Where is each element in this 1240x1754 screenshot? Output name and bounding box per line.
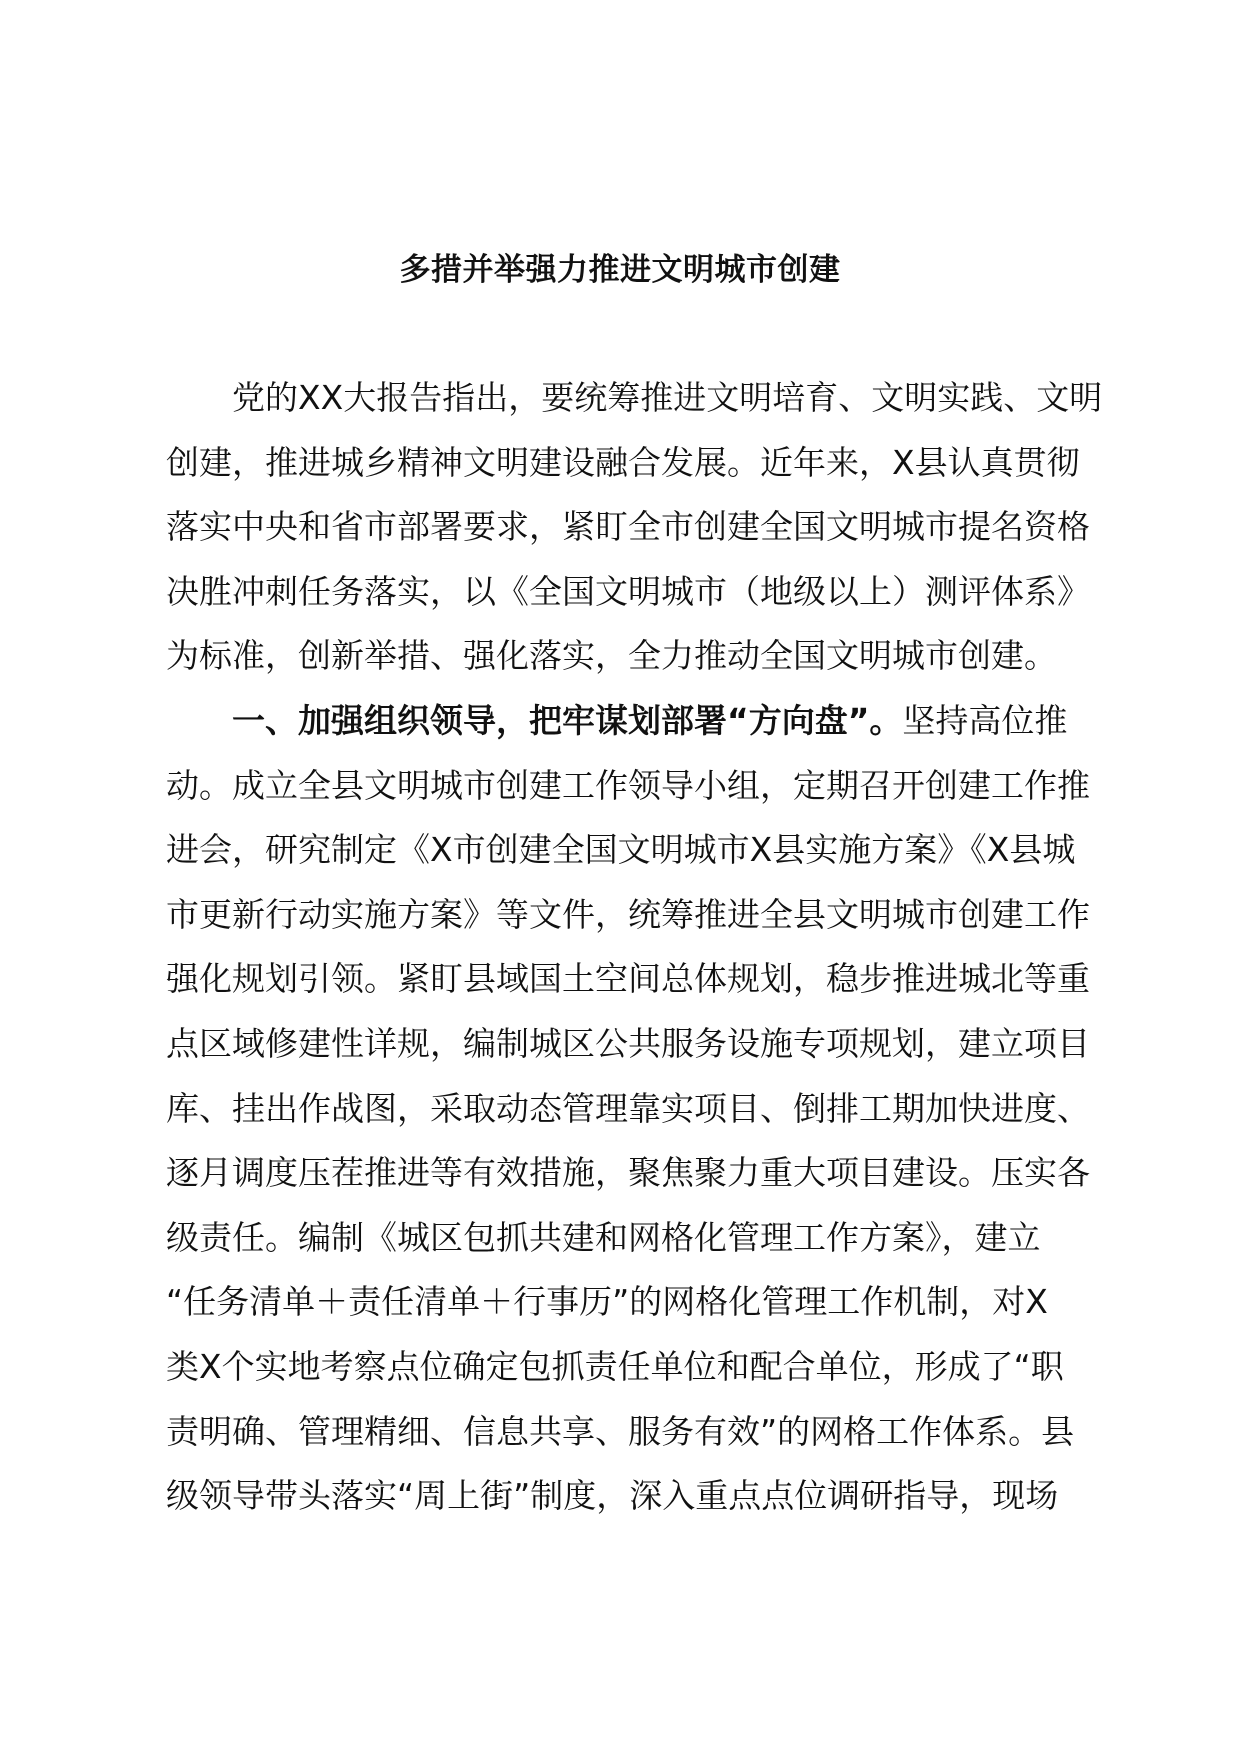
paragraph-line: 动。成立全县文明城市创建工作领导小组，定期召开创建工作推	[166, 765, 1090, 805]
paragraph-line: 进会，研究制定《X市创建全国文明城市X县实施方案》《X县城	[166, 830, 1076, 870]
paragraph-line: 党的XX大报告指出，要统筹推进文明培育、文明实践、文明	[232, 378, 1103, 417]
paragraph-line: “任务清单＋责任清单＋行事历”的网格化管理工作机制，对X	[166, 1282, 1048, 1322]
paragraph-line: 落实中央和省市部署要求，紧盯全市创建全国文明城市提名资格	[166, 507, 1090, 547]
paragraph-line: 责明确、管理精细、信息共享、服务有效”的网格工作体系。县	[166, 1411, 1075, 1451]
paragraph-line: 类X个实地考察点位确定包抓责任单位和配合单位，形成了“职	[166, 1346, 1064, 1386]
document-title: 多措并举强力推进文明城市创建	[399, 252, 841, 288]
section-heading: 一、加强组织领导，把牢谋划部署“方向盘”。	[232, 700, 903, 740]
paragraph-line: 市更新行动实施方案》等文件，统筹推进全县文明城市创建工作	[166, 894, 1090, 934]
paragraph-line: 级领导带头落实“周上街”制度，深入重点点位调研指导，现场	[166, 1476, 1059, 1516]
paragraph-line: 逐月调度压茬推进等有效措施，聚焦聚力重大项目建设。压实各	[166, 1153, 1090, 1193]
paragraph-line: 为标准，创新举措、强化落实，全力推动全国文明城市创建。	[166, 636, 1057, 676]
paragraph-line: 级责任。编制《城区包抓共建和网格化管理工作方案》，建立	[166, 1217, 1041, 1257]
paragraph-line: 库、挂出作战图，采取动态管理靠实项目、倒排工期加快进度、	[166, 1088, 1090, 1128]
paragraph-line: 决胜冲刺任务落实，以《全国文明城市（地级以上）测评体系》	[166, 571, 1090, 611]
paragraph-line: 强化规划引领。紧盯县域国土空间总体规划，稳步推进城北等重	[166, 959, 1090, 999]
section-line-text: 坚持高位推	[902, 700, 1068, 740]
section-line	[166, 689, 1106, 754]
paragraph-line: 创建，推进城乡精神文明建设融合发展。近年来，X县认真贯彻	[166, 442, 1080, 482]
paragraph-line: 点区域修建性详规，编制城区公共服务设施专项规划，建立项目	[166, 1023, 1090, 1063]
document-body	[166, 366, 1106, 1529]
